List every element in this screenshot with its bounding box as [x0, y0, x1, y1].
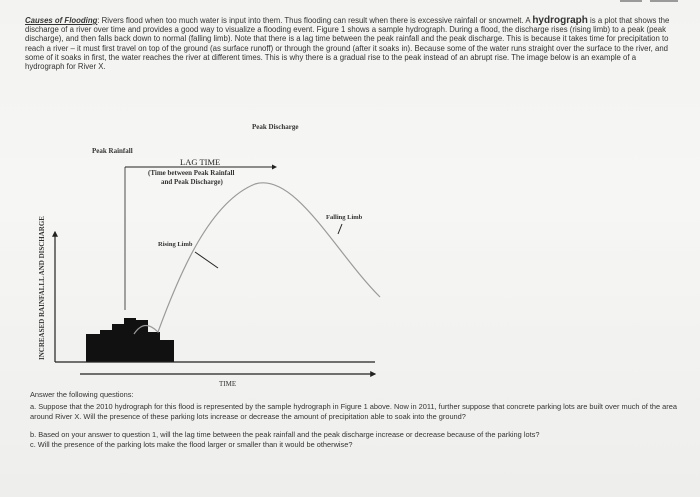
- intro-sentence-2: is a plot that shows the discharge of a river over time and provides a good way to visualize a flooding event. Figure 1 shows a sample hydrograph. During a flood, the discharge rises (rising limb) to a peak (peak discharge), and then falls back down to normal (falling limb). Note that there is a lag time between the peak rainfall and the peak discharge. This is because it takes time for precipitation to reach a river – it must first travel on top of the ground (as surface runoff) or through the ground (after it soaks in). Because some of the water runs straight over the surface to the river, and some of it soaks in first, the water reaches the river at different times. This is why there is a gradual rise to the peak instead of an abrupt rise. The image below is an example of a hydrograph for River X.: [25, 16, 670, 72]
- discharge-curve: [134, 183, 380, 334]
- intro-paragraph: [25, 16, 675, 71]
- questions-prompt: Answer the following questions:: [30, 390, 134, 399]
- rainfall-bar: [148, 332, 160, 362]
- hydrograph-figure: [30, 112, 390, 387]
- x-axis-label: TIME: [219, 380, 237, 387]
- falling-limb-pointer: [338, 224, 342, 234]
- lag-time-desc-1: (Time between Peak Rainfall: [148, 169, 235, 177]
- falling-limb-label: Falling Limb: [326, 214, 363, 221]
- y-axis-label: INCREASED RAINFALLL AND DISCHARGE: [38, 216, 46, 360]
- window-toolbar-edge: [620, 0, 690, 6]
- lag-time-label: LAG TIME: [180, 157, 221, 167]
- rainfall-bar: [100, 330, 112, 362]
- question-a: a. Suppose that the 2010 hydrograph for this flood is represented by the sample hydrograph in Figure 1 above. Now in 2011, further suppose that concrete parking lots are built over much of the area around River X. Will the presence of these parking lots increase or decrease the amount of precipitation able to soak into the ground?: [30, 402, 677, 421]
- question-b: b. Based on your answer to question 1, will the lag time between the peak rainfall and the peak discharge increase or decrease because of the parking lots?: [30, 430, 540, 439]
- lag-time-desc-2: and Peak Discharge): [161, 178, 223, 186]
- questions-section: [30, 390, 680, 450]
- section-title: Causes of Flooding: [25, 16, 98, 25]
- rainfall-bar: [124, 318, 136, 362]
- peak-discharge-label: Peak Discharge: [252, 123, 299, 131]
- peak-rainfall-label: Peak Rainfall: [92, 147, 133, 155]
- rising-limb-pointer: [195, 252, 218, 268]
- rainfall-bar: [112, 324, 124, 362]
- hydrograph-diagram: [30, 112, 390, 387]
- hydrograph-term: hydrograph: [532, 15, 588, 26]
- intro-sentence-1: : Rivers flood when too much water is input into them. Thus flooding can result when there is excessive rainfall or snowmelt. A: [97, 16, 533, 25]
- rising-limb-label: Rising Limb: [158, 241, 193, 248]
- question-c: c. Will the presence of the parking lots make the flood larger or smaller than it would be otherwise?: [30, 440, 353, 449]
- rainfall-bar: [160, 340, 174, 362]
- rainfall-bar: [86, 334, 100, 362]
